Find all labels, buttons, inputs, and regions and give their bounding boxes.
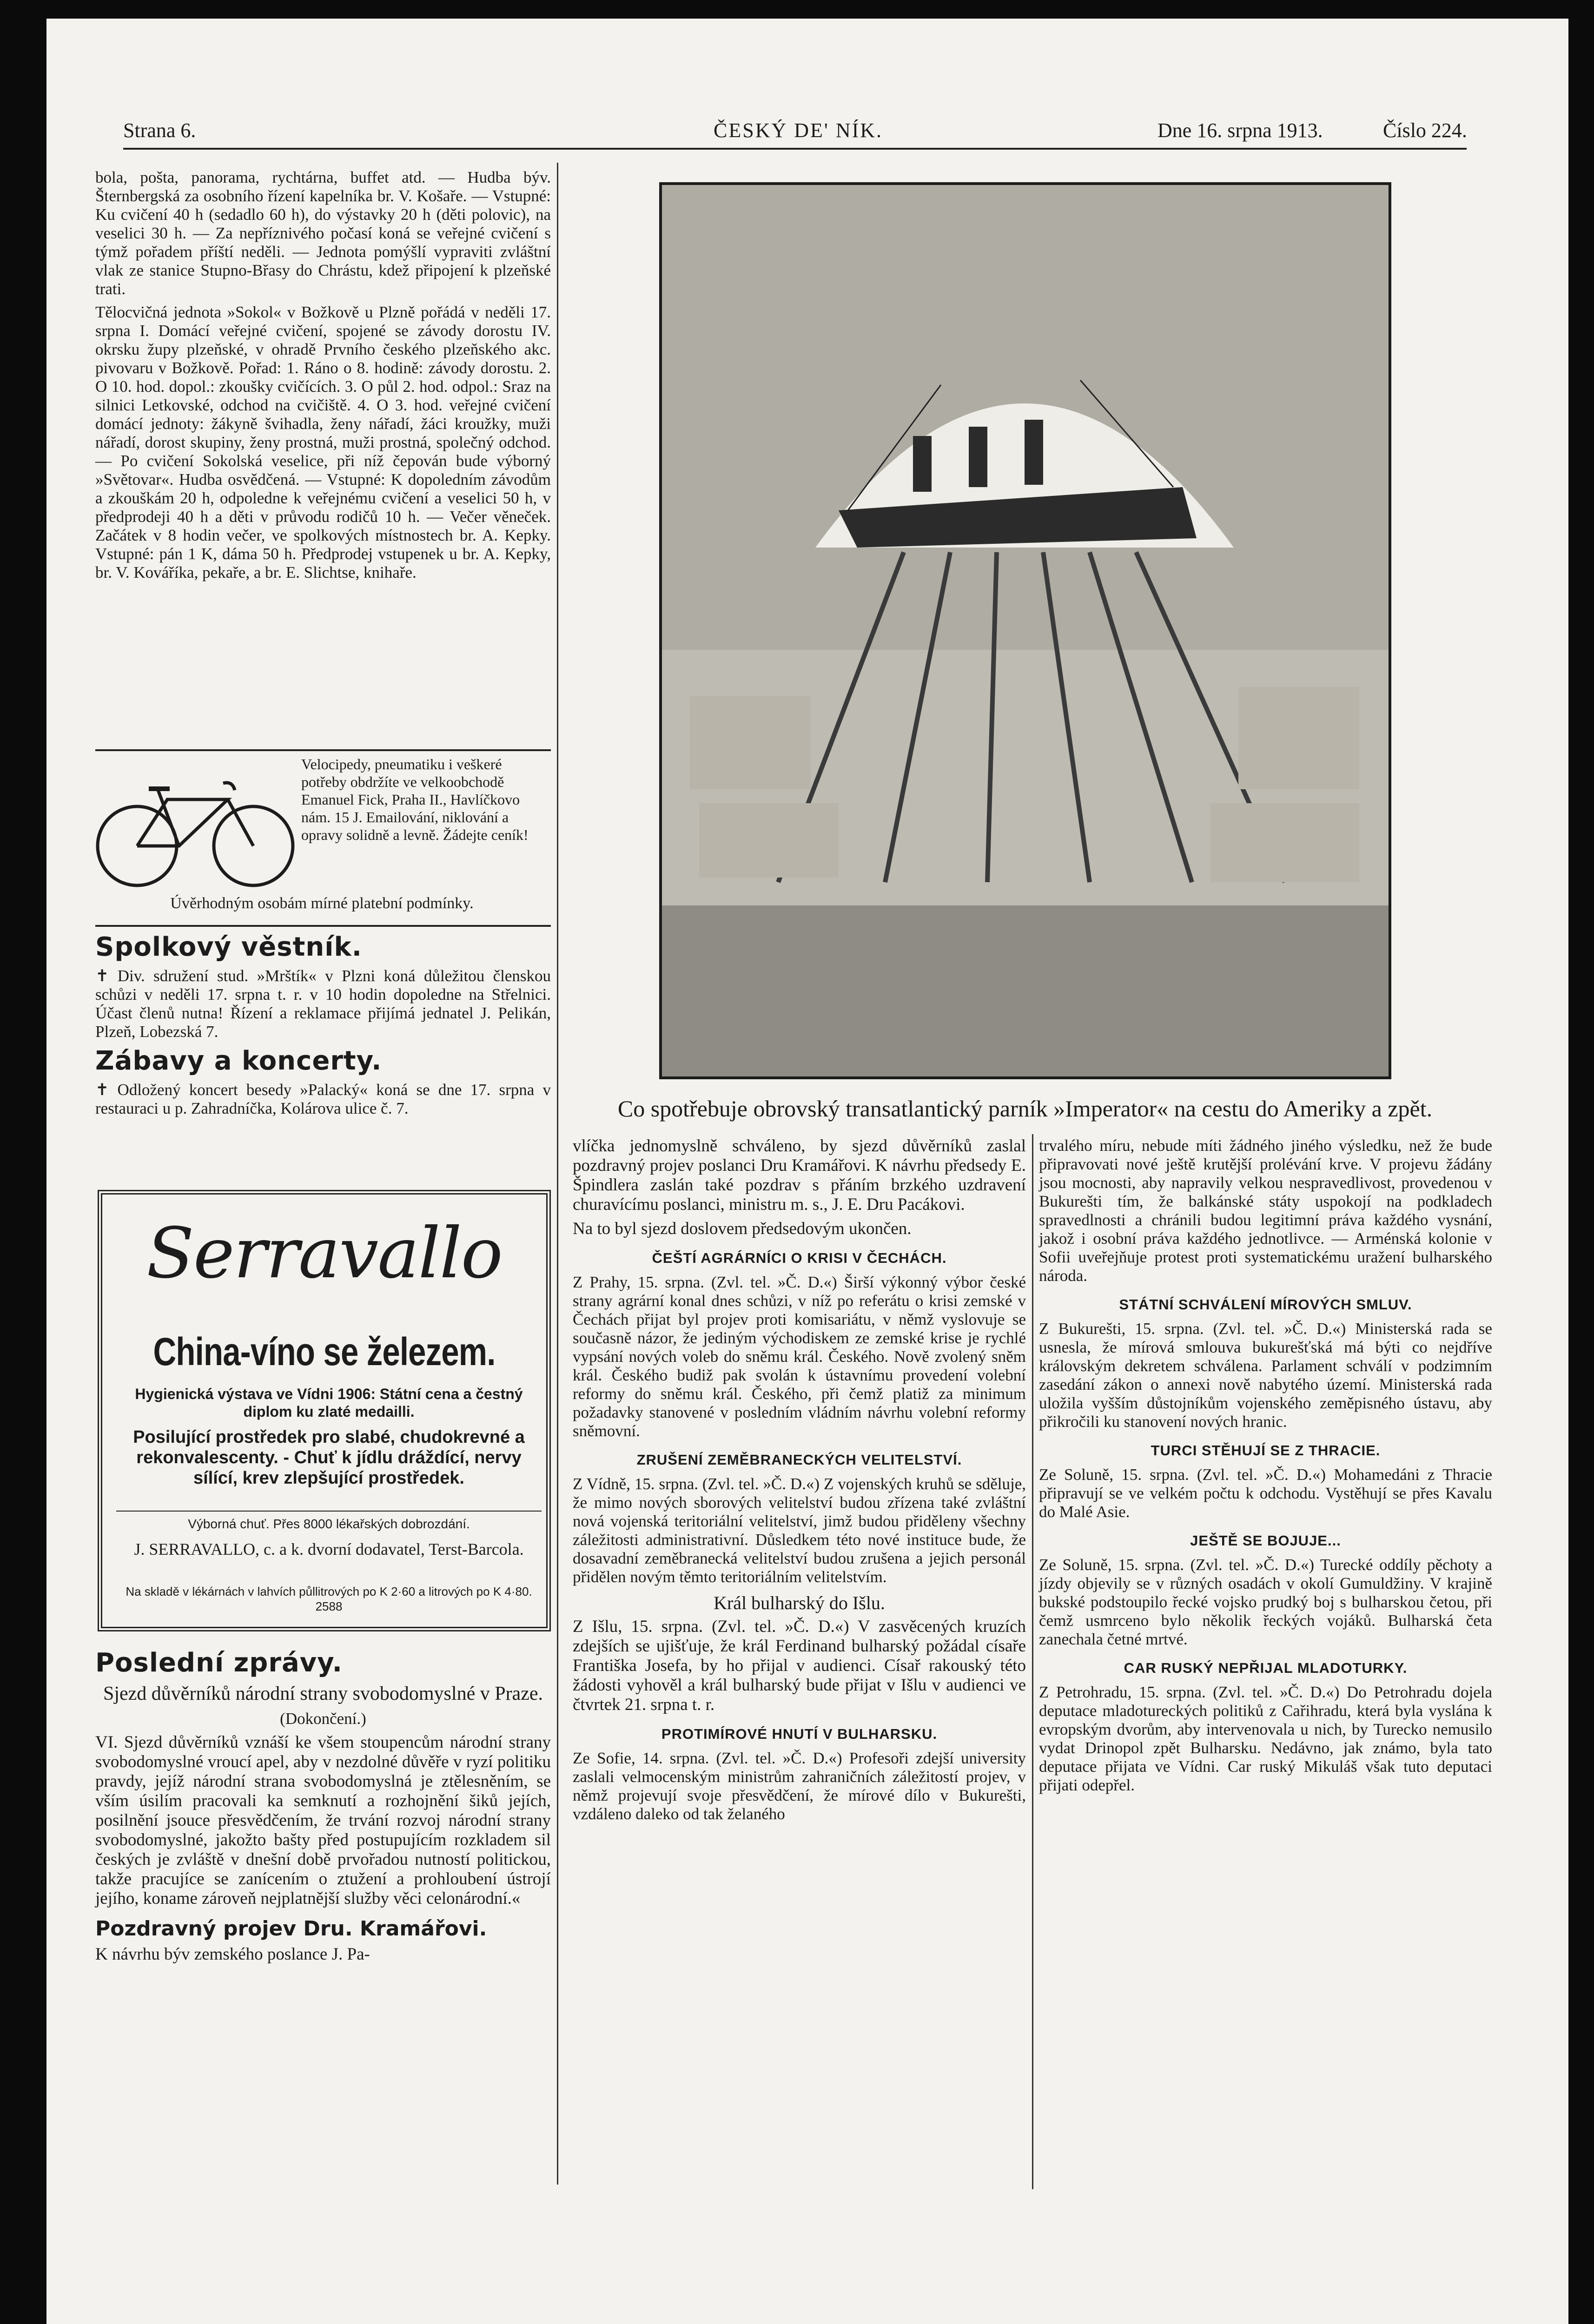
serravallo-ad xyxy=(98,1190,551,1631)
serravallo-claim: Posilující prostředek pro slabé, chudokrevné a rekonvalescenty. - Chuť k jídlu dráždící, nervy sílící, krev zlepšující prostředek. xyxy=(133,1427,525,1488)
section-title-concerts: Zábavy a koncerty. xyxy=(95,1046,382,1076)
headline-fighting: JEŠTĚ SE BOJUJE... xyxy=(1190,1532,1341,1549)
agrarians-text: Z Prahy, 15. srpna. (Zvl. tel. »Č. D.«) Širší výkonný výbor české strany agrární konal dnes schůzi, v níž po referátu o krisi zemské v Čechách přijat byl projev proti komisariátu, v němž vyslovuje se současně názor, že jediným východiskem ze zemské krise je rychlé vypsání nových voleb do sněmu král. Českého. Nově zvolený sněm král. Českého budiž pak svolán k ústavnímu provedení volební reformy do sněmu král. Českého, při čemž platiž za minimum požadavky stanovené v posledním vládním návrhu volební reformy sněmovní. xyxy=(573,1273,1026,1440)
scan-border-top xyxy=(0,0,1594,19)
column-divider xyxy=(557,163,558,2185)
bicycle-icon xyxy=(93,765,298,890)
greeting-title: Pozdravný projev Dru. Kramářovi. xyxy=(95,1917,487,1941)
bicycle-ad xyxy=(93,755,551,920)
right-column xyxy=(1039,1136,1492,1799)
antipeace-continuation: trvalého míru, nebude míti žádného jiného výsledku, než že bude připravovati nové ještě krutější prolévání krve. V projevu žádány jsou mocnosti, aby napravily velkou nespravedlivost, provedenou v Bukurešti tím, že balkánské státy uspokojí na podkladech spravedlnosti a chránili budou legitimní práva každého vysnání, jakož i osobní práva každého jednotlivce. — Arménská kolonie v Sofii uveřejňuje protest proti systematickému uražení bulharského národa. xyxy=(1039,1136,1492,1285)
bicycle-ad-text: Velocipedy, pneumatiku i veškeré potřeby obdržíte ve velkoobchodě Emanuel Fick, Praha II., Havlíčkovo nám. 15 J. Emailování, niklování a opravy solidně a levně. Žádejte ceník! xyxy=(301,756,529,843)
headline-king: Král bulharský do Išlu. xyxy=(714,1592,885,1613)
headline-territorial: ZRUŠENÍ ZEMĚBRANECKÝCH VELITELSTVÍ. xyxy=(636,1452,962,1468)
header-rule xyxy=(123,148,1467,150)
congress-text: VI. Sjezd důvěrníků vznáší ke všem stoupencům národní strany svobodomyslné vroucí apel, aby v nezdolné důvěře v ryzí politiku pravdy, jejíž národní strana svobodomyslná je ztělesněním, se vším úsilím pracovali ka semknutí a rozhojnění šiků jejích, posilnění jsouce přesvědčením, že trvání rozvoj národní strany svobodomyslné, jakožto bašty před postupujícím rozkladem sil českých je zvláště v dnešní době prvořadou nutností politickou, takže pracujíce se zanícením o ztužení a prohloubení ústrojí jejího, koname zároveň nejplatnější služby věci celonárodní.« xyxy=(95,1733,551,1908)
headline-tsar: CAR RUSKÝ NEPŘIJAL MLADOTURKY. xyxy=(1124,1660,1408,1676)
concerts-notice: ✝ Odložený koncert besedy »Palacký« koná se dne 17. srpna v restauraci u p. Zahradníčka, Kolárova ulice č. 7. xyxy=(95,1081,551,1117)
turks-text: Ze Soluně, 15. srpna. (Zvl. tel. »Č. D.«) Mohamedáni z Thracie připravují se ve velkém počtu k odchodu. Vystěhují se přes Kavalu do Malé Asie. xyxy=(1039,1466,1492,1521)
issue-number: Číslo 224. xyxy=(1383,119,1467,142)
headline-treaties: STÁTNÍ SCHVÁLENÍ MÍROVÝCH SMLUV. xyxy=(1119,1296,1412,1313)
clubs-notice: ✝ Div. sdružení stud. »Mrštík« v Plzni koná důležitou členskou schůzi v neděli 17. srpna t. r. v 10 hodin dopoledne na Střelnici. Účast členů nutna! Řízení a reklamace přijímá jednatel J. Pelikán, Plzeň, Lobezská 7. xyxy=(95,967,551,1041)
treaties-text: Z Bukurešti, 15. srpna. (Zvl. tel. »Č. D.«) Ministerská rada se usnesla, že mírová smlouva bukurešťská má býti co nejdříve královským dekretem schválena. Parlament schválí v podzimním zasedání zákon o annexi nově nabytého území. Ministerská rada uložila vyšším důstojníkům vojenského zeměpisného ústavu, aby přikročili ku stanovení nových hranic. xyxy=(1039,1320,1492,1431)
headline-turks: TURCI STĚHUJÍ SE Z THRACIE. xyxy=(1151,1442,1381,1459)
section-title-latest: Poslední zprávy. xyxy=(95,1648,343,1678)
column-divider xyxy=(1032,1134,1033,2189)
page-number: Strana 6. xyxy=(123,119,196,142)
scan-border-right xyxy=(1568,0,1594,2324)
headline-antipeace: PROTIMÍROVÉ HNUTÍ V BULHARSKU. xyxy=(661,1726,938,1742)
serravallo-stock: Na skladě v lékárnách v lahvích půllitrových po K 2·60 a litrových po K 4·80. 2588 xyxy=(126,1585,532,1613)
middle-column xyxy=(573,1136,1026,1828)
illustration-drawing xyxy=(662,185,1389,1076)
congress-title: Sjezd důvěrníků národní strany svobodomyslné v Praze. xyxy=(103,1683,543,1704)
section-title-clubs: Spolkový věstník. xyxy=(95,932,362,962)
issue-date: Dne 16. srpna 1913. xyxy=(1157,119,1323,142)
imperator-illustration xyxy=(659,182,1391,1079)
greeting-text: K návrhu býv zemského poslance J. Pa- xyxy=(95,1945,370,1964)
section-rule xyxy=(95,925,551,927)
fighting-text: Ze Soluně, 15. srpna. (Zvl. tel. »Č. D.«) Turecké oddíly pěchoty a jízdy objevily se v různých osadách v okolí Gumuldžiny. V krajině bukské podstoupilo řecké vojsko prudký boj s bulharskou četou, při čemž usmrceno bylo několik řeckých vojáků. Bulharská četa zanechala četné mrtvé. xyxy=(1039,1556,1492,1648)
congress-subtitle: (Dokončení.) xyxy=(280,1710,366,1728)
festival-notice: bola, pošta, panorama, rychtárna, buffet atd. — Hudba býv. Šternbergská za osobního řízení kapelníka br. V. Košaře. — Vstupné: Ku cvičení 40 h (sedadlo 60 h), do výstavky 20 h (děti polovic), na veselici 30 h. — Za nepříznivého počasí koná se veřejné cvičení s týmž pořadem příští neděli. — Jednota pomýšlí vypraviti zvláštní vlak ze stanice Stupno-Břasy do Chrástu, kdež připojení k plzeňské trati. xyxy=(95,168,551,298)
sokol-notice: Tělocvičná jednota »Sokol« v Božkově u Plzně pořádá v neděli 17. srpna I. Domácí veřejné cvičení, spojené se závody dorostu IV. okrsku župy plzeňské, v ohradě Prvního českého plzeňského akc. pivovaru v Božkově. Pořad: 1. Ráno o 8. hodině: závody dorostu. 2. O 10. hod. dopol.: zkoušky cvičících. 3. O půl 2. hod. odpol.: Sraz na silnici Letkovské, odchod na cvičiště. 4. O 3. hod. veřejné cvičení domácí jednoty: žákyně švihadla, ženy nářadí, žáci kroužky, muži nářadí, dorost skupiny, ženy prostná, muži prostná, společný odchod. — Po cvičení Sokolská veselice, při níž čepován bude výborný »Světovar«. Hudba osvědčená. — Vstupné: K dopoledním závodům a zkouškám 20 h, odpoledne k veřejnému cvičení a veselici 50 h, v předprodeji 40 h a děti v průvodu rodičů 10 h. — Večer věneček. Začátek v 8 hodin večer, ve spolkových místnostech br. A. Kepky. Vstupné: pán 1 K, dáma 50 h. Předprodej vstupenek u br. A. Kepky, br. V. Kováříka, pekaře, a br. E. Slichtse, knihaře. xyxy=(95,303,551,581)
congress-continuation: vlíčka jednomyslně schváleno, by sjezd důvěrníků zaslal pozdravný projev poslanci Dru Kramářovi. K návrhu předsedy E. Špindlera zaslán také pozdrav s přáním brzkého uzdravení churavícímu poslanci, ministru m. s., J. E. Dru Pacákovi. xyxy=(573,1136,1026,1214)
headline-agrarians: ČEŠTÍ AGRÁRNÍCI O KRISI V ČECHÁCH. xyxy=(652,1250,947,1266)
serravallo-award: Hygienická výstava ve Vídni 1906: Státní cena a čestný diplom ku zlaté medailli. xyxy=(135,1386,523,1420)
territorial-text: Z Vídně, 15. srpna. (Zvl. tel. »Č. D.«) Z vojenských kruhů se sděluje, že mimo nových sborových velitelství budou zřízena také zvláštní nová vojenská teritoriální velitelství, jimž budou přiděleny všechny záležitosti administrativní. Důsledkem této nové instituce bude, že dosavadní zeměbranecká velitelství budou zrušena a jejich personál přidělen novým těmto teritoriálním velitelstvím. xyxy=(573,1475,1026,1586)
scan-border-left xyxy=(0,0,46,2324)
section-rule xyxy=(95,749,551,751)
congress-end: Na to byl sjezd doslovem předsedovým ukončen. xyxy=(573,1219,912,1238)
king-text: Z Išlu, 15. srpna. (Zvl. tel. »Č. D.«) V zasvěcených kruzích zdejších se ujišťuje, že král Ferdinand bulharský požádal císaře Františka Josefa, by ho přijal v audienci. Císař rakouský této žádosti vyhověl a král bulharský bude přijat v Išlu v audienci ve čtvrtek 21. srpna t. r. xyxy=(573,1617,1026,1714)
serravallo-product: China-víno se železem. xyxy=(153,1330,496,1373)
serravallo-logo: Serravallo xyxy=(146,1213,502,1294)
clubs-section xyxy=(95,927,551,1122)
antipeace-text: Ze Sofie, 14. srpna. (Zvl. tel. »Č. D.«) Profesoři zdejší university zaslali velmocenským ministrům zahraničních záležitostí projev, v němž projevují svoje přesvědčení, že mírové dílo v Bukurešti, vzdáleno daleko od tak želaného xyxy=(573,1749,1026,1823)
masthead-title: ČESKÝ DE' NÍK. xyxy=(714,119,883,142)
tsar-text: Z Petrohradu, 15. srpna. (Zvl. tel. »Č. D.«) Do Petrohradu dojela deputace mladotureckých politiků z Cařihradu, která byla vyslána k evropským dvorům, aby intervenovala u nich, by Turecko nemusilo vydat Drinopol zpět Bulharsku. Nedávno, jak známo, byla tato deputace přijata ve Vídni. Car ruský Mikuláš však tuto deputaci přijati odepřel. xyxy=(1039,1683,1492,1794)
left-column xyxy=(95,168,551,587)
serravallo-taste: Výborná chuť. Přes 8000 lékařských dobrozdání. xyxy=(116,1511,542,1532)
serravallo-supplier: J. SERRAVALLO, c. a k. dvorní dodavatel, Terst-Barcola. xyxy=(134,1540,524,1558)
latest-news-section xyxy=(95,1643,551,1968)
illustration-caption: Co spotřebuje obrovský transatlantický parník »Imperator« na cestu do Ameriky a zpět. xyxy=(617,1096,1433,1122)
bicycle-ad-footer: Úvěrhodným osobám mírné platební podmínky. xyxy=(170,895,474,912)
